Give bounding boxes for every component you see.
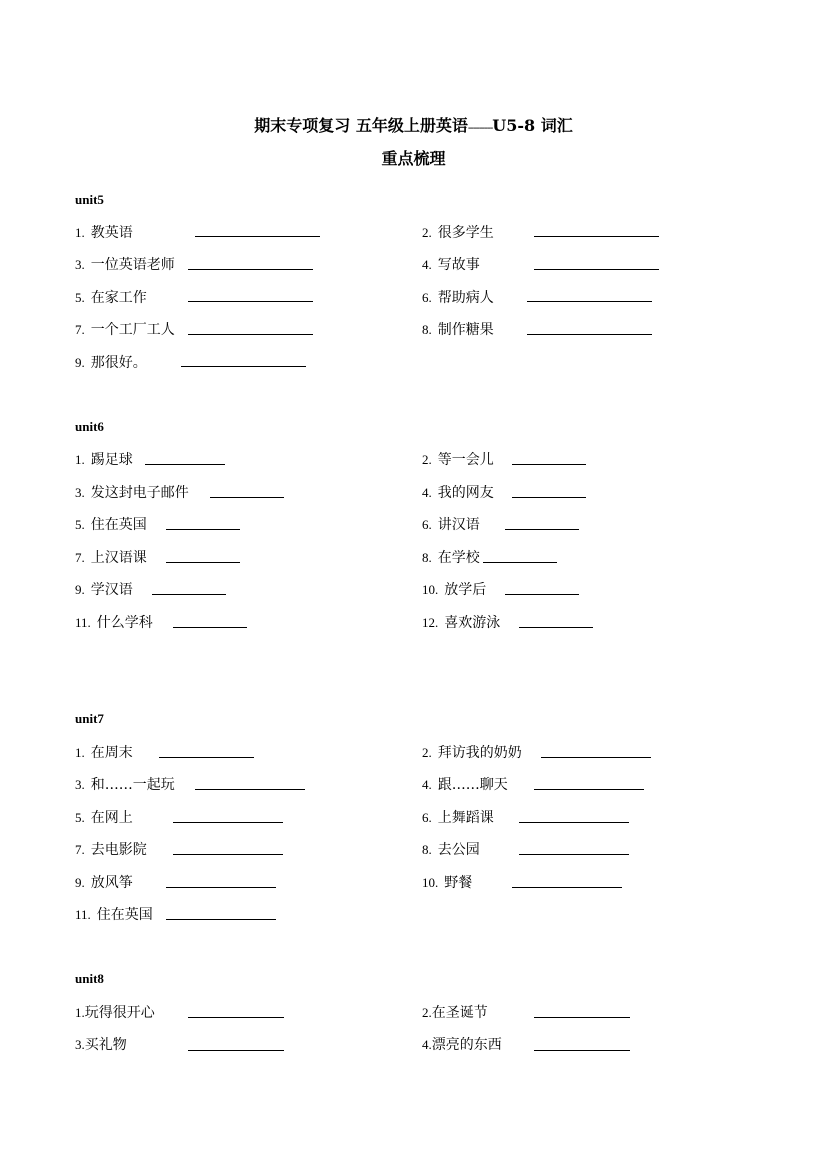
unit5-blank-9[interactable] <box>181 366 306 367</box>
unit5-item-4: 4. 写故事 <box>422 257 480 273</box>
unit7-item-4: 4. 跟……聊天 <box>422 777 508 793</box>
unit6-blank-6[interactable] <box>505 529 579 530</box>
unit5-item-7: 7. 一个工厂工人 <box>75 322 175 338</box>
unit5-item-9: 9. 那很好。 <box>75 355 147 371</box>
unit5-blank-6[interactable] <box>527 301 652 302</box>
title-dashes: --------- <box>467 121 493 134</box>
unit7-item-9: 9. 放风筝 <box>75 875 133 891</box>
unit6-item-3: 3. 发这封电子邮件 <box>75 485 189 501</box>
unit5-blank-1[interactable] <box>195 236 320 237</box>
unit7-item-6: 6. 上舞蹈课 <box>422 810 494 826</box>
unit6-item-8: 8. 在学校 <box>422 550 480 566</box>
unit6-item-12: 12. 喜欢游泳 <box>422 615 501 631</box>
unit7-blank-4[interactable] <box>534 789 644 790</box>
unit6-blank-3[interactable] <box>210 497 284 498</box>
title-suffix: U5-8 词汇 <box>492 116 573 135</box>
unit6-blank-9[interactable] <box>152 594 226 595</box>
unit7-blank-10[interactable] <box>512 887 622 888</box>
unit8-blank-4[interactable] <box>534 1050 630 1051</box>
unit6-blank-5[interactable] <box>166 529 240 530</box>
unit8-item-1: 1.玩得很开心 <box>75 1005 155 1021</box>
unit8-blank-3[interactable] <box>188 1050 284 1051</box>
unit5-item-5: 5. 在家工作 <box>75 290 147 306</box>
unit7-blank-5[interactable] <box>173 822 283 823</box>
unit6-blank-2[interactable] <box>512 464 586 465</box>
unit6-item-9: 9. 学汉语 <box>75 582 133 598</box>
unit7-item-5: 5. 在网上 <box>75 810 133 826</box>
unit7-blank-7[interactable] <box>173 854 283 855</box>
unit7-blank-3[interactable] <box>195 789 305 790</box>
page-title <box>0 113 827 136</box>
unit6-blank-10[interactable] <box>505 594 579 595</box>
unit5-blank-7[interactable] <box>188 334 313 335</box>
unit6-item-1: 1. 踢足球 <box>75 452 133 468</box>
unit8-item-2: 2.在圣诞节 <box>422 1005 488 1021</box>
unit8-item-3: 3.买礼物 <box>75 1037 127 1053</box>
unit6-item-4: 4. 我的网友 <box>422 485 494 501</box>
unit8-blank-1[interactable] <box>188 1017 284 1018</box>
unit8-item-4: 4.漂亮的东西 <box>422 1037 502 1053</box>
unit8-blank-2[interactable] <box>534 1017 630 1018</box>
unit7-blank-8[interactable] <box>519 854 629 855</box>
unit6-blank-11[interactable] <box>173 627 247 628</box>
unit6-item-6: 6. 讲汉语 <box>422 517 480 533</box>
unit7-item-7: 7. 去电影院 <box>75 842 147 858</box>
unit6-blank-12[interactable] <box>519 627 593 628</box>
unit5-item-1: 1. 教英语 <box>75 225 133 241</box>
unit6-blank-7[interactable] <box>166 562 240 563</box>
unit8-heading: unit8 <box>75 971 104 986</box>
unit5-blank-8[interactable] <box>527 334 652 335</box>
unit7-heading: unit7 <box>75 711 104 726</box>
unit7-blank-11[interactable] <box>166 919 276 920</box>
unit6-item-2: 2. 等一会儿 <box>422 452 494 468</box>
page-subtitle: 重点梳理 <box>381 149 446 168</box>
unit5-item-3: 3. 一位英语老师 <box>75 257 175 273</box>
unit6-item-5: 5. 住在英国 <box>75 517 147 533</box>
unit7-blank-9[interactable] <box>166 887 276 888</box>
unit5-heading: unit5 <box>75 192 104 207</box>
unit6-blank-1[interactable] <box>145 464 225 465</box>
unit6-item-7: 7. 上汉语课 <box>75 550 147 566</box>
unit5-blank-5[interactable] <box>188 301 313 302</box>
unit7-blank-1[interactable] <box>159 757 254 758</box>
unit5-blank-4[interactable] <box>534 269 659 270</box>
unit7-item-11: 11. 住在英国 <box>75 907 153 923</box>
unit7-item-3: 3. 和……一起玩 <box>75 777 175 793</box>
unit6-item-10: 10. 放学后 <box>422 582 487 598</box>
unit6-item-11: 11. 什么学科 <box>75 615 153 631</box>
unit7-item-10: 10. 野餐 <box>422 875 473 891</box>
unit7-blank-6[interactable] <box>519 822 629 823</box>
unit6-heading: unit6 <box>75 419 104 434</box>
unit6-blank-8[interactable] <box>483 562 557 563</box>
title-prefix: 期末专项复习 五年级上册英语 <box>254 116 468 135</box>
unit7-item-8: 8. 去公园 <box>422 842 480 858</box>
unit5-item-8: 8. 制作糖果 <box>422 322 494 338</box>
unit5-blank-3[interactable] <box>188 269 313 270</box>
unit5-item-2: 2. 很多学生 <box>422 225 494 241</box>
unit5-item-6: 6. 帮助病人 <box>422 290 494 306</box>
unit7-item-1: 1. 在周末 <box>75 745 133 761</box>
unit5-blank-2[interactable] <box>534 236 659 237</box>
unit7-item-2: 2. 拜访我的奶奶 <box>422 745 522 761</box>
unit6-blank-4[interactable] <box>512 497 586 498</box>
unit7-blank-2[interactable] <box>541 757 651 758</box>
